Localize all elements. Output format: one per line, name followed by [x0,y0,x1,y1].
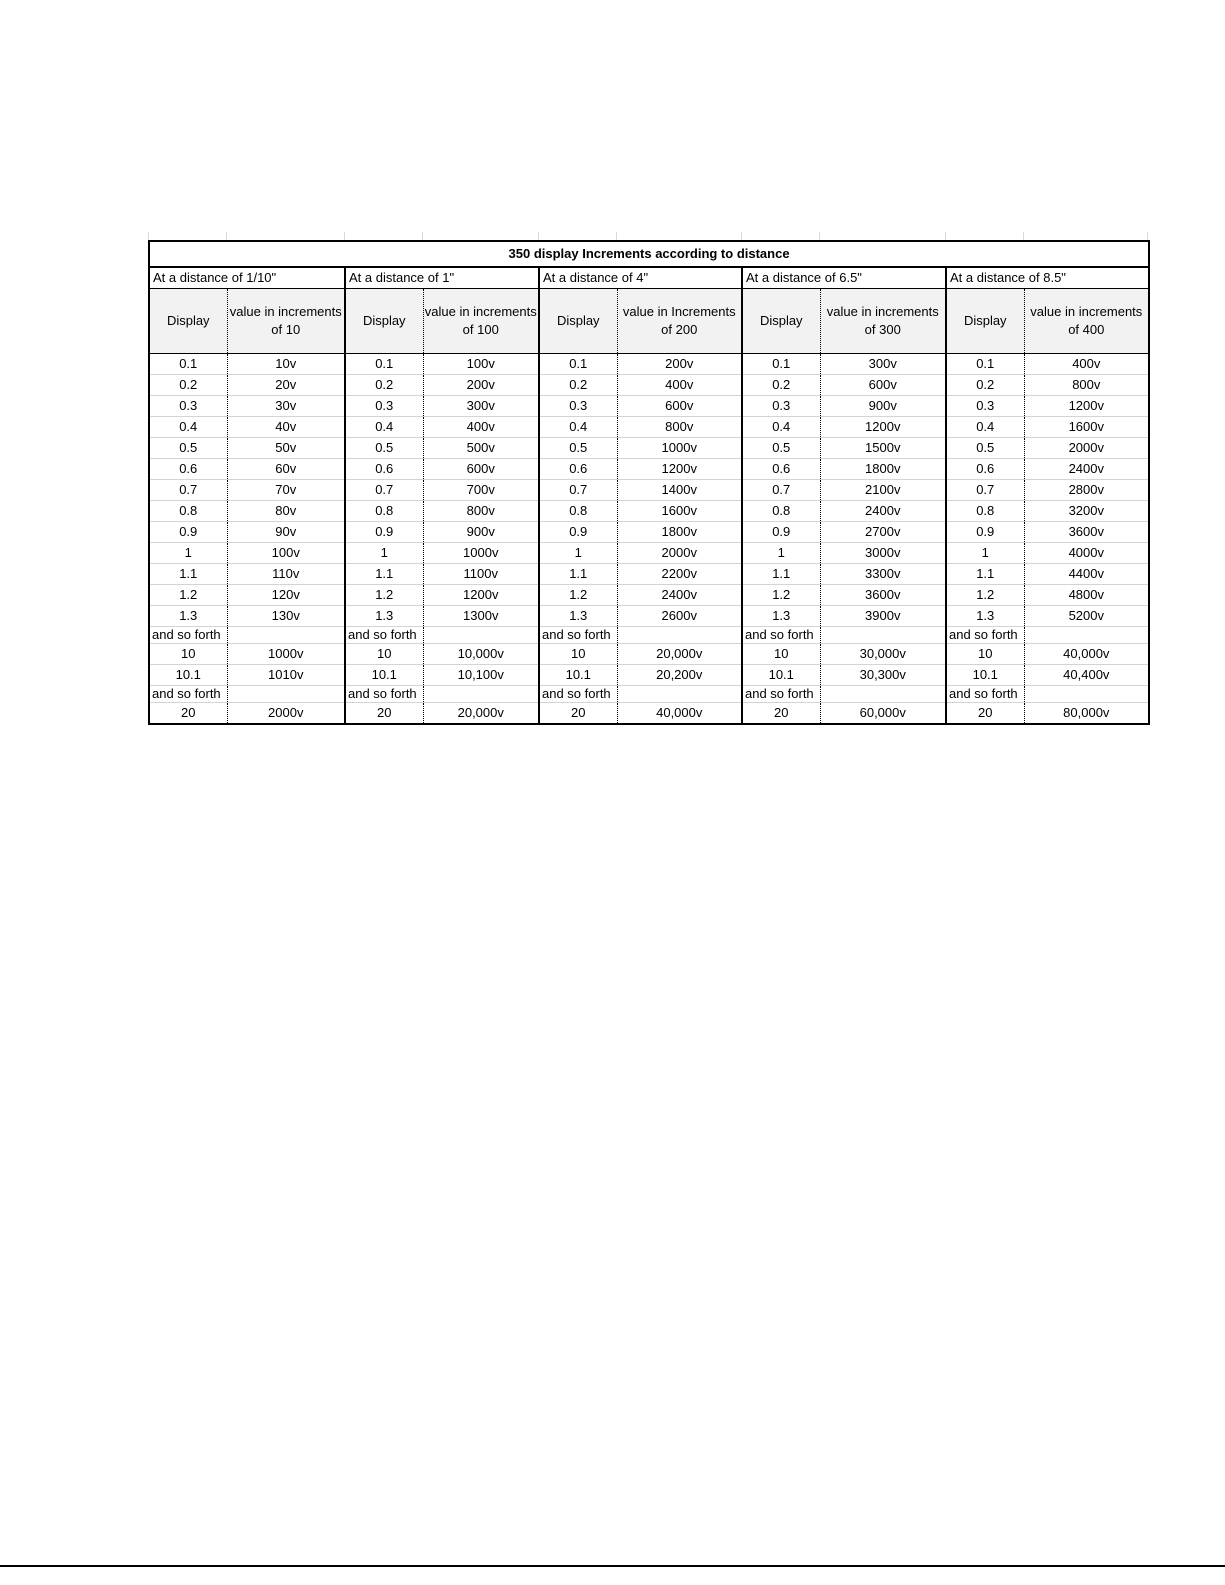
display-cell: 1.2 [539,585,617,606]
value-cell: 900v [820,396,946,417]
empty-cell [227,627,345,644]
table-row [149,644,1149,665]
display-cell: 10.1 [742,665,820,686]
display-cell: 0.8 [946,501,1024,522]
value-cell: 40,400v [1024,665,1149,686]
continuation-row [149,686,1149,703]
value-cell: 300v [820,354,946,375]
value-cell: 1200v [423,585,539,606]
table-row [149,438,1149,459]
increments-table [148,240,1150,725]
display-cell: 0.3 [539,396,617,417]
display-cell: 0.9 [742,522,820,543]
distance-header: At a distance of 6.5" [742,267,946,289]
display-cell: 0.3 [742,396,820,417]
display-cell: 1.2 [345,585,423,606]
table-row [149,501,1149,522]
display-cell: 10 [946,644,1024,665]
display-cell: 0.3 [149,396,227,417]
table-title: 350 display Increments according to distance [149,241,1149,267]
value-cell: 2400v [820,501,946,522]
display-cell: 0.6 [345,459,423,480]
value-cell: 10v [227,354,345,375]
value-cell: 100v [423,354,539,375]
display-cell: 0.4 [742,417,820,438]
display-cell: 0.8 [149,501,227,522]
display-column-header: Display [742,289,820,354]
value-cell: 1200v [1024,396,1149,417]
display-cell: 0.8 [539,501,617,522]
value-cell: 1000v [423,543,539,564]
value-cell: 30v [227,396,345,417]
value-cell: 20,000v [617,644,742,665]
value-cell: 40,000v [1024,644,1149,665]
table-row [149,396,1149,417]
display-cell: 1.1 [345,564,423,585]
display-cell: 0.2 [742,375,820,396]
display-cell: 0.6 [946,459,1024,480]
display-cell: 10.1 [539,665,617,686]
value-cell: 400v [617,375,742,396]
table-row [149,606,1149,627]
value-cell: 50v [227,438,345,459]
value-cell: 80v [227,501,345,522]
table-row [149,585,1149,606]
value-cell: 30,300v [820,665,946,686]
display-cell: 0.4 [149,417,227,438]
distance-header: At a distance of 4" [539,267,742,289]
value-cell: 4800v [1024,585,1149,606]
display-cell: 0.2 [946,375,1024,396]
display-cell: 20 [539,703,617,725]
value-cell: 1000v [227,644,345,665]
display-cell: 0.1 [946,354,1024,375]
display-cell: 1.3 [946,606,1024,627]
display-cell: 0.6 [539,459,617,480]
continuation-label: and so forth [946,627,1024,644]
value-cell: 3600v [1024,522,1149,543]
display-cell: 1.1 [946,564,1024,585]
empty-cell [617,686,742,703]
value-column-header: value in increments of 100 [423,289,539,354]
display-cell: 1 [742,543,820,564]
display-cell: 0.5 [742,438,820,459]
display-cell: 1.3 [149,606,227,627]
value-cell: 600v [423,459,539,480]
display-cell: 0.7 [345,480,423,501]
value-cell: 1600v [617,501,742,522]
display-cell: 1.2 [742,585,820,606]
value-cell: 40,000v [617,703,742,725]
value-cell: 200v [617,354,742,375]
continuation-label: and so forth [539,686,617,703]
value-cell: 1300v [423,606,539,627]
empty-cell [1024,686,1149,703]
display-cell: 1.1 [742,564,820,585]
display-cell: 20 [946,703,1024,725]
continuation-label: and so forth [345,627,423,644]
value-cell: 1200v [820,417,946,438]
value-cell: 60v [227,459,345,480]
empty-cell [423,627,539,644]
value-cell: 1800v [617,522,742,543]
value-cell: 2800v [1024,480,1149,501]
empty-cell [820,686,946,703]
value-cell: 110v [227,564,345,585]
value-cell: 3600v [820,585,946,606]
display-cell: 0.2 [345,375,423,396]
value-cell: 1800v [820,459,946,480]
continuation-row [149,627,1149,644]
value-cell: 80,000v [1024,703,1149,725]
value-cell: 3300v [820,564,946,585]
table-row [149,703,1149,725]
value-cell: 4400v [1024,564,1149,585]
continuation-label: and so forth [946,686,1024,703]
display-column-header: Display [539,289,617,354]
display-cell: 0.6 [149,459,227,480]
value-cell: 20,200v [617,665,742,686]
value-cell: 500v [423,438,539,459]
sheet-gridlines [148,232,1148,240]
display-cell: 0.5 [946,438,1024,459]
value-cell: 1600v [1024,417,1149,438]
continuation-label: and so forth [539,627,617,644]
value-cell: 600v [617,396,742,417]
display-cell: 10.1 [345,665,423,686]
value-cell: 2000v [227,703,345,725]
value-cell: 5200v [1024,606,1149,627]
display-cell: 0.5 [149,438,227,459]
value-cell: 300v [423,396,539,417]
value-cell: 2000v [1024,438,1149,459]
value-cell: 2700v [820,522,946,543]
continuation-label: and so forth [742,686,820,703]
display-cell: 0.7 [946,480,1024,501]
table-row [149,543,1149,564]
table-row [149,354,1149,375]
value-cell: 4000v [1024,543,1149,564]
display-cell: 0.4 [345,417,423,438]
value-cell: 600v [820,375,946,396]
increments-table-container [148,240,1148,725]
value-cell: 800v [1024,375,1149,396]
display-cell: 0.7 [149,480,227,501]
value-cell: 3200v [1024,501,1149,522]
display-cell: 1.2 [149,585,227,606]
value-cell: 900v [423,522,539,543]
display-cell: 1 [345,543,423,564]
value-cell: 10,100v [423,665,539,686]
value-cell: 1200v [617,459,742,480]
display-cell: 0.4 [946,417,1024,438]
table-row [149,417,1149,438]
display-cell: 0.9 [539,522,617,543]
empty-cell [1024,627,1149,644]
value-cell: 200v [423,375,539,396]
value-column-header: value in increments of 400 [1024,289,1149,354]
value-cell: 800v [423,501,539,522]
empty-cell [617,627,742,644]
display-cell: 0.7 [539,480,617,501]
value-cell: 10,000v [423,644,539,665]
display-cell: 0.9 [149,522,227,543]
distance-header: At a distance of 8.5" [946,267,1149,289]
table-row [149,564,1149,585]
empty-cell [227,686,345,703]
value-cell: 130v [227,606,345,627]
display-cell: 1 [149,543,227,564]
display-cell: 0.1 [742,354,820,375]
value-cell: 2600v [617,606,742,627]
display-cell: 20 [345,703,423,725]
display-cell: 1 [539,543,617,564]
display-cell: 20 [149,703,227,725]
value-cell: 2400v [617,585,742,606]
value-cell: 2100v [820,480,946,501]
display-cell: 0.3 [345,396,423,417]
distance-header: At a distance of 1" [345,267,539,289]
display-cell: 1.3 [345,606,423,627]
page-bottom-rule [0,1565,1225,1567]
value-cell: 1500v [820,438,946,459]
value-column-header: value in Increments of 200 [617,289,742,354]
display-cell: 0.1 [539,354,617,375]
display-cell: 0.8 [742,501,820,522]
value-cell: 30,000v [820,644,946,665]
display-cell: 1.1 [149,564,227,585]
display-cell: 1.2 [946,585,1024,606]
value-cell: 20,000v [423,703,539,725]
table-row [149,459,1149,480]
value-cell: 90v [227,522,345,543]
value-cell: 40v [227,417,345,438]
continuation-label: and so forth [149,686,227,703]
display-cell: 1 [946,543,1024,564]
value-cell: 1000v [617,438,742,459]
display-cell: 10.1 [946,665,1024,686]
value-cell: 1400v [617,480,742,501]
value-cell: 70v [227,480,345,501]
display-cell: 0.3 [946,396,1024,417]
table-row [149,522,1149,543]
continuation-label: and so forth [742,627,820,644]
continuation-label: and so forth [149,627,227,644]
display-cell: 0.2 [539,375,617,396]
display-cell: 10 [742,644,820,665]
display-cell: 1.3 [539,606,617,627]
value-cell: 800v [617,417,742,438]
display-cell: 0.4 [539,417,617,438]
display-column-header: Display [345,289,423,354]
display-cell: 0.7 [742,480,820,501]
distance-header: At a distance of 1/10" [149,267,345,289]
value-column-header: value in increments of 300 [820,289,946,354]
empty-cell [423,686,539,703]
display-cell: 20 [742,703,820,725]
display-cell: 10 [149,644,227,665]
empty-cell [820,627,946,644]
value-cell: 100v [227,543,345,564]
table-row [149,480,1149,501]
value-cell: 2400v [1024,459,1149,480]
display-cell: 0.5 [539,438,617,459]
display-cell: 0.6 [742,459,820,480]
value-cell: 2200v [617,564,742,585]
value-cell: 1100v [423,564,539,585]
value-cell: 400v [423,417,539,438]
display-cell: 10 [539,644,617,665]
display-column-header: Display [149,289,227,354]
display-cell: 0.2 [149,375,227,396]
display-cell: 1.1 [539,564,617,585]
table-row [149,375,1149,396]
value-cell: 120v [227,585,345,606]
value-cell: 2000v [617,543,742,564]
value-cell: 700v [423,480,539,501]
value-cell: 400v [1024,354,1149,375]
value-column-header: value in increments of 10 [227,289,345,354]
display-cell: 0.9 [345,522,423,543]
continuation-label: and so forth [345,686,423,703]
display-cell: 0.5 [345,438,423,459]
display-cell: 0.9 [946,522,1024,543]
value-cell: 1010v [227,665,345,686]
value-cell: 3900v [820,606,946,627]
display-cell: 0.1 [149,354,227,375]
display-cell: 0.8 [345,501,423,522]
table-row [149,665,1149,686]
display-cell: 0.1 [345,354,423,375]
value-cell: 20v [227,375,345,396]
value-cell: 60,000v [820,703,946,725]
display-cell: 1.3 [742,606,820,627]
display-column-header: Display [946,289,1024,354]
display-cell: 10.1 [149,665,227,686]
display-cell: 10 [345,644,423,665]
value-cell: 3000v [820,543,946,564]
